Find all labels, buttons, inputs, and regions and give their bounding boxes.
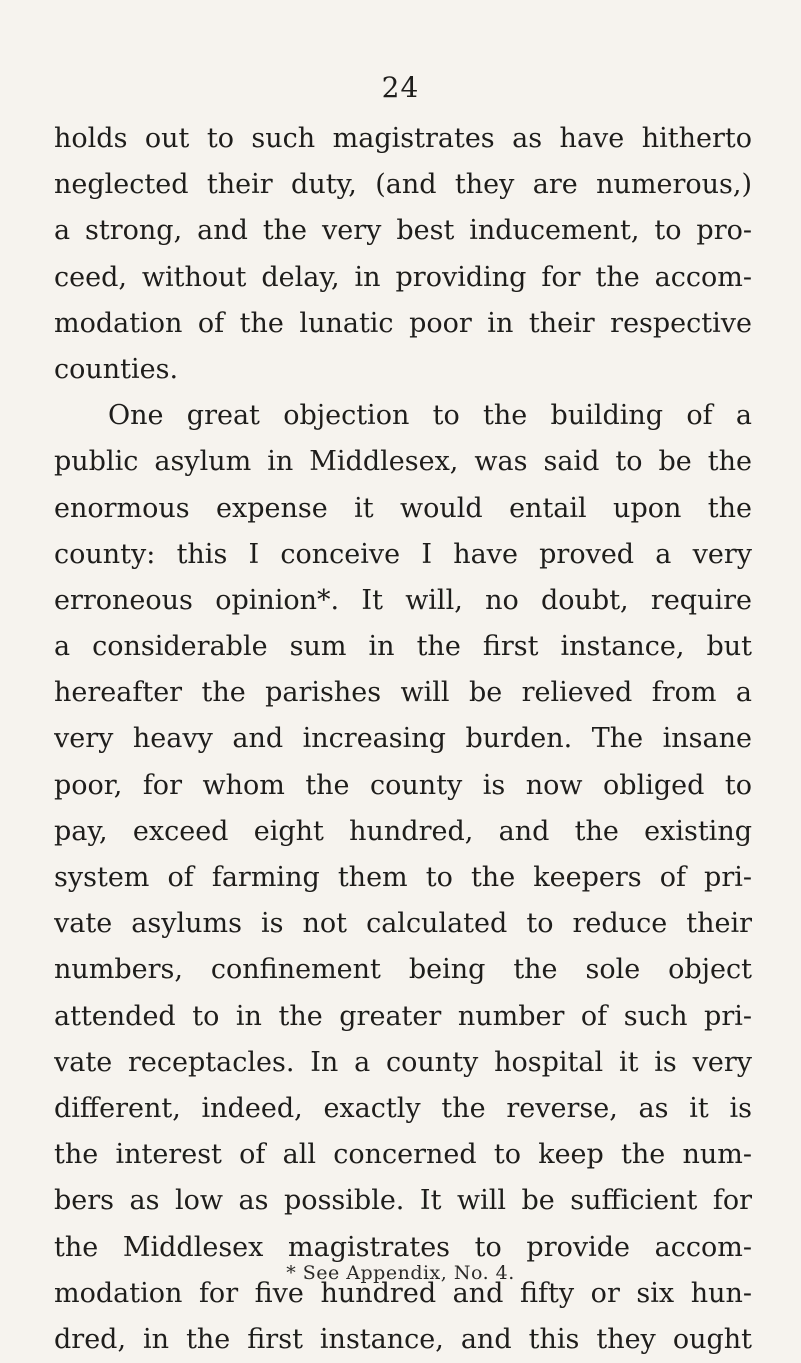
text-line: ceed, without delay, in providing for the accom- <box>54 261 752 293</box>
text-line: neglected their duty, (and they are numerous,) <box>54 169 752 201</box>
text-line: erroneous opinion*. It will, no doubt, require <box>54 584 752 616</box>
text-line: dred, in the first instance, and this they ought <box>54 1323 752 1355</box>
text-line: different, indeed, exactly the reverse, as it is <box>54 1092 752 1124</box>
text-line: the Middlesex magistrates to provide accom- <box>54 1231 752 1263</box>
text-line: vate asylums is not calculated to reduce their <box>54 908 752 940</box>
text-line: modation of the lunatic poor in their respective <box>54 307 752 339</box>
text-line: enormous expense it would entail upon the <box>54 492 752 524</box>
text-line: the interest of all concerned to keep the num- <box>54 1139 752 1171</box>
text-line: counties. <box>54 353 179 385</box>
text-line: system of farming them to the keepers of pri- <box>54 862 752 893</box>
text-line: pay, exceed eight hundred, and the existing <box>54 815 752 847</box>
text-line: holds out to such magistrates as have hitherto <box>54 123 752 154</box>
text-line: a strong, and the very best inducement, to pro- <box>54 215 752 247</box>
text-line: One great objection to the building of a <box>108 400 752 432</box>
text-line: public asylum in Middlesex, was said to be the <box>54 446 752 478</box>
text-line: poor, for whom the county is now obliged to <box>54 769 752 801</box>
text-line: a considerable sum in the first instance, but <box>54 631 752 663</box>
text-line: modation for five hundred and fifty or six hun- <box>54 1277 752 1309</box>
text-line: county: this I conceive I have proved a very <box>54 538 752 570</box>
text-line: vate receptacles. In a county hospital it is very <box>54 1046 752 1078</box>
text-line: numbers, confinement being the sole object <box>54 954 752 986</box>
text-line: hereafter the parishes will be relieved from a <box>54 677 752 709</box>
body-text <box>54 116 752 1363</box>
page-number: 24 <box>381 71 420 104</box>
text-line: very heavy and increasing burden. The insane <box>54 723 752 755</box>
text-line: bers as low as possible. It will be sufficient for <box>54 1185 752 1217</box>
footnote: * See Appendix, No. 4. <box>286 1262 515 1284</box>
text-line: attended to in the greater number of such pri- <box>54 1000 752 1032</box>
